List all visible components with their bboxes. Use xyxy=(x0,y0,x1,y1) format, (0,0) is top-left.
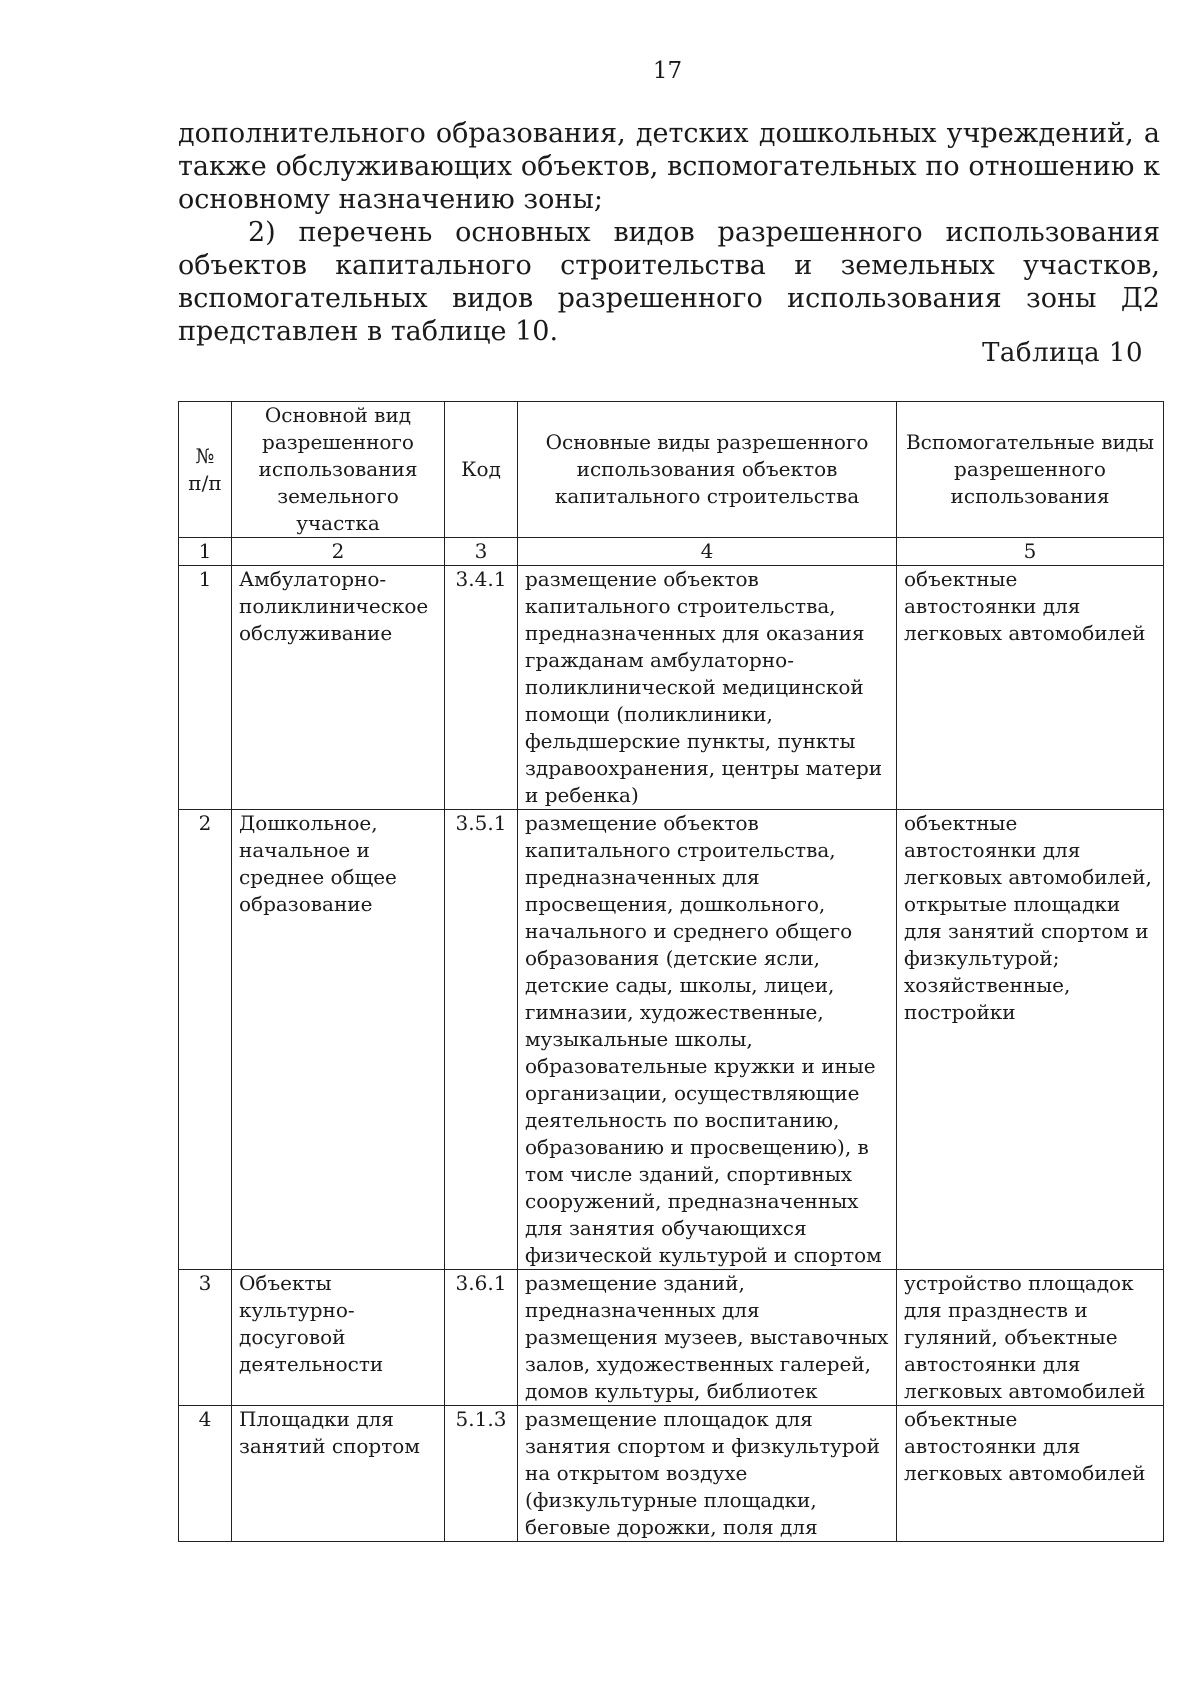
main-uses-cell: размещение зданий, предназначенных для размещения музеев, выставочных залов, художественных галерей, домов культуры, библиотек xyxy=(518,1270,897,1406)
code-cell: 3.4.1 xyxy=(445,566,518,810)
table-header-row xyxy=(179,402,1164,538)
table-row xyxy=(179,810,1164,1270)
row-number: 3 xyxy=(179,1270,232,1406)
aux-uses-cell: устройство площадок для празднеств и гуляний, объектные автостоянки для легковых автомобилей xyxy=(897,1270,1164,1406)
table-row xyxy=(179,1270,1164,1406)
intro-paragraph-2: 2) перечень основных видов разрешенного использования объектов капитального строительства и земельных участков, вспомогательных видов разрешенного использования зоны Д2 представлен в таблице 10. xyxy=(178,217,1160,347)
header-aux-uses: Вспомогательные виды разрешенного использования xyxy=(897,402,1164,538)
land-use-cell: Объекты культурно-досуговой деятельности xyxy=(232,1270,445,1406)
land-use-cell: Площадки для занятий спортом xyxy=(232,1406,445,1542)
aux-uses-cell: объектные автостоянки для легковых автомобилей xyxy=(897,1406,1164,1542)
main-uses-cell: размещение объектов капитального строительства, предназначенных для оказания гражданам амбулаторно-поликлинической медицинской помощи (поликлиники, фельдшерские пункты, пункты здравоохранения, центры матери и ребенка) xyxy=(518,566,897,810)
code-cell: 3.5.1 xyxy=(445,810,518,1270)
column-number: 1 xyxy=(179,538,232,566)
table-row xyxy=(179,1406,1164,1542)
aux-uses-cell: объектные автостоянки для легковых автомобилей xyxy=(897,566,1164,810)
main-uses-cell: размещение объектов капитального строительства, предназначенных для просвещения, дошкольного, начального и среднего общего образования (детские ясли, детские сады, школы, лицеи, гимназии, художественные, музыкальные школы, образовательные кружки и иные организации, осуществляющие деятельность по воспитанию, образованию и просвещению), в том числе зданий, спортивных сооружений, предназначенных для занятия обучающихся физической культурой и спортом xyxy=(518,810,897,1270)
intro-paragraph-1: дополнительного образования, детских дошкольных учреждений, а также обслуживающих объектов, вспомогательных по отношению к основному назначению зоны; xyxy=(178,118,1160,215)
row-number: 2 xyxy=(179,810,232,1270)
header-land-use: Основной вид разрешенного использования земельного участка xyxy=(232,402,445,538)
row-number: 4 xyxy=(179,1406,232,1542)
column-number-row xyxy=(179,538,1164,566)
column-number: 4 xyxy=(518,538,897,566)
land-use-cell: Дошкольное, начальное и среднее общее образование xyxy=(232,810,445,1270)
column-number: 3 xyxy=(445,538,518,566)
land-use-table xyxy=(178,401,1164,1542)
row-number: 1 xyxy=(179,566,232,810)
main-uses-cell: размещение площадок для занятия спортом и физкультурой на открытом воздухе (физкультурные площадки, беговые дорожки, поля для xyxy=(518,1406,897,1542)
table-caption: Таблица 10 xyxy=(982,338,1143,368)
column-number: 2 xyxy=(232,538,445,566)
column-number: 5 xyxy=(897,538,1164,566)
page-number: 17 xyxy=(652,58,683,84)
table-row xyxy=(179,566,1164,810)
land-use-cell: Амбулаторно-поликлиническое обслуживание xyxy=(232,566,445,810)
header-main-uses: Основные виды разрешенного использования объектов капитального строительства xyxy=(518,402,897,538)
aux-uses-cell: объектные автостоянки для легковых автомобилей, открытые площадки для занятий спортом и физкультурой; хозяйственные, постройки xyxy=(897,810,1164,1270)
intro-text xyxy=(178,117,1160,348)
code-cell: 5.1.3 xyxy=(445,1406,518,1542)
header-num: № п/п xyxy=(179,402,232,538)
header-code: Код xyxy=(445,402,518,538)
code-cell: 3.6.1 xyxy=(445,1270,518,1406)
